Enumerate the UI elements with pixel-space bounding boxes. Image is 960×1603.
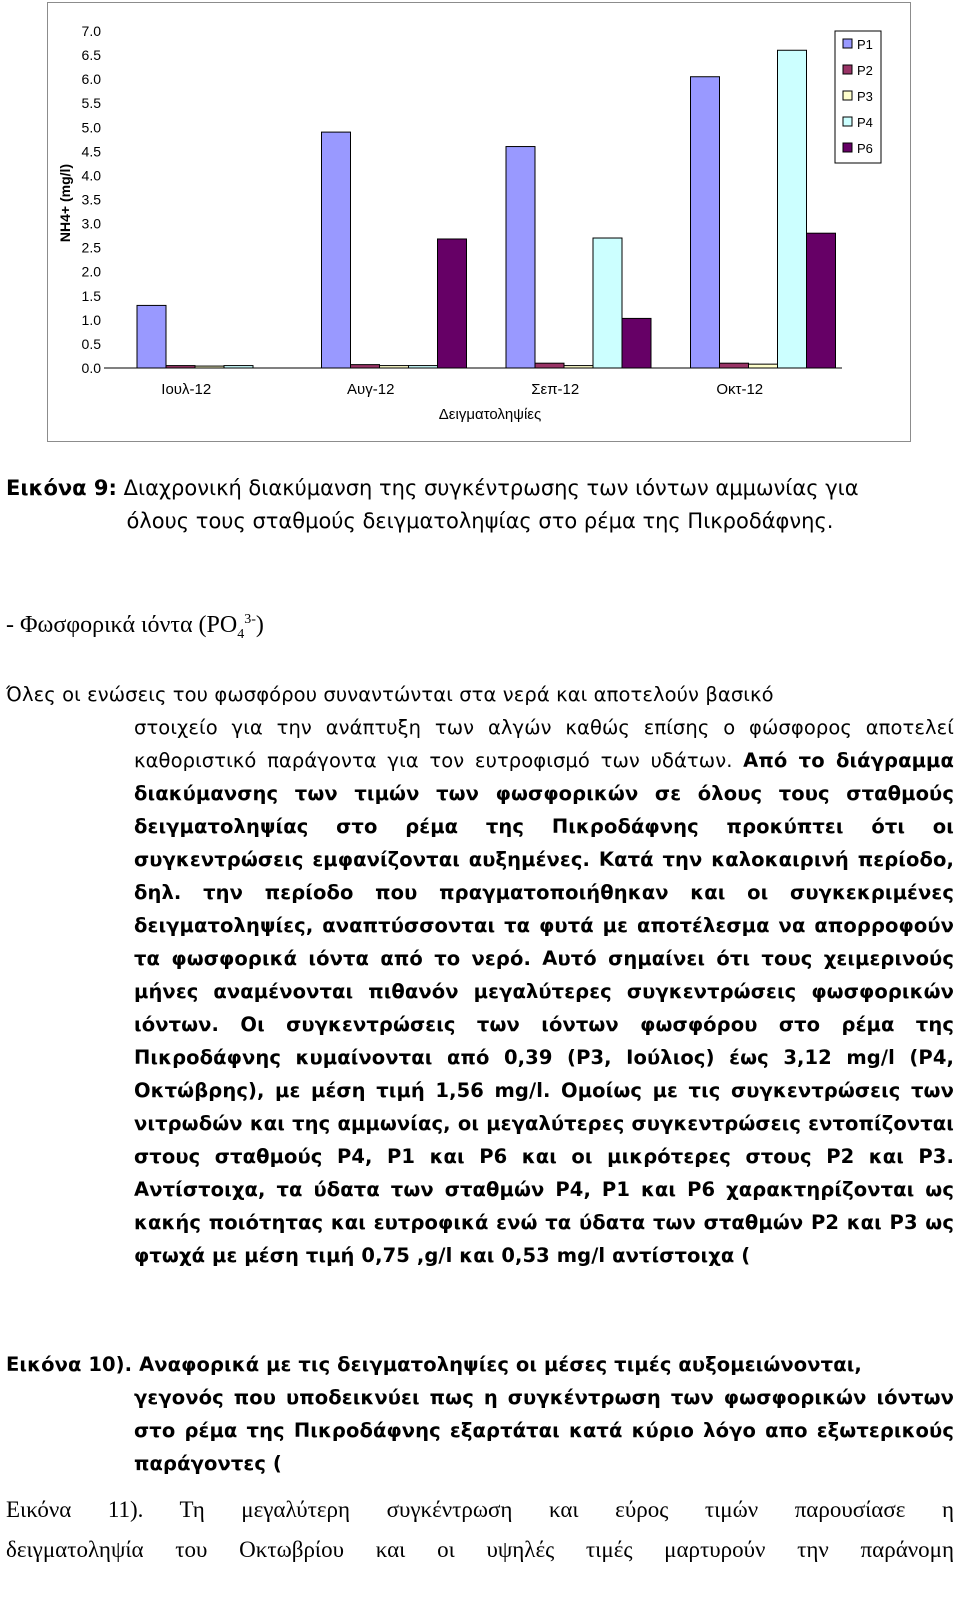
bar-p6-2 xyxy=(438,239,467,368)
caption-line2: όλους τους σταθμούς δειγματοληψίας στο ρέμα της Πικροδάφνης. xyxy=(126,509,834,533)
legend-swatch-p1 xyxy=(843,39,852,48)
y-tick-label: 1.5 xyxy=(81,287,101,304)
y-tick-label: 6.5 xyxy=(81,47,101,64)
section-heading xyxy=(6,612,264,643)
x-tick-label: Ιουλ-12 xyxy=(161,381,212,398)
paragraph2-text: γεγονός που υποδεικνύει πως η συγκέντρωση των φωσφορικών ιόντων στο ρέμα της Πικροδάφνης εξαρτάται κατά κύριο λόγο απο εξωτερικούς παράγοντες ( xyxy=(134,1386,954,1475)
y-tick-label: 0.5 xyxy=(81,335,101,352)
y-tick-label: 3.0 xyxy=(81,215,101,232)
bar-p1-4 xyxy=(691,77,720,368)
bar-p2-4 xyxy=(720,363,749,368)
y-tick-label: 7.0 xyxy=(81,23,101,39)
paragraph1-text: στοιχείο για την ανάπτυξη των αλγών καθώς επίσης ο φώσφορος αποτελεί καθοριστικό παράγοντα για τον ευτροφισμό των υδάτων. xyxy=(134,716,954,772)
y-tick-label: 5.5 xyxy=(81,95,101,112)
paragraph1-first-line: Όλες οι ενώσεις του φωσφόρου συναντώνται στα νερά και αποτελούν βασικό xyxy=(6,683,774,706)
bar-p2-2 xyxy=(351,365,380,368)
legend-label-p4: P4 xyxy=(857,115,873,130)
chart-container xyxy=(47,2,911,442)
paragraph3-line1: Εικόνα 11). Τη μεγαλύτερη συγκέντρωση και εύρος τιμών παρουσίασε η xyxy=(6,1497,954,1522)
heading-subscript: 4 xyxy=(237,626,245,642)
y-tick-label: 6.0 xyxy=(81,71,101,88)
paragraph3-line2: δειγματοληψία του Οκτωβρίου και οι υψηλές τιμές μαρτυρούν την παράνομη xyxy=(6,1537,954,1562)
y-tick-label: 2.5 xyxy=(81,239,101,256)
bar-p1-1 xyxy=(137,305,166,368)
legend-label-p1: P1 xyxy=(857,37,873,52)
bar-p3-4 xyxy=(749,364,778,368)
y-tick-label: 5.0 xyxy=(81,119,101,136)
phosphate-paragraph xyxy=(6,678,954,1272)
legend-swatch-p2 xyxy=(843,65,852,74)
legend-swatch-p3 xyxy=(843,91,852,100)
y-tick-label: 0.0 xyxy=(81,360,101,376)
y-tick-label: 2.0 xyxy=(81,263,101,280)
samplings-paragraph xyxy=(6,1348,954,1480)
paragraph1-bold-text: Από το διάγραμμα διακύμανσης των τιμών των φωσφορικών σε όλους τους σταθμούς δειγματοληψίας στο ρέμα της Πικροδάφνης προκύπτει ότι οι συγκεντρώσεις εμφανίζονται αυξημένες. Κατά την καλοκαιρινή περίοδο, δηλ. την περίοδο που πραγματοποιήθηκαν και οι συγκεκριμένες δειγματοληψίες, αναπτύσσονται τα φυτά με αποτέλεσμα να απορροφούν τα φωσφορικά ιόντα από το νερό. Αυτό σημαίνει ότι τους χειμερινούς μήνες αναμένονται πιθανόν μεγαλύτερες συγκεντρώσεις φωσφορικών ιόντων. Οι συγκεντρώσεις των ιόντων φωσφόρου στο ρέμα της Πικροδάφνης κυμαίνονται από 0,39 (P3, Ιούλιος) έως 3,12 mg/l (P4, Οκτώβρης), με μέση τιμή 1,56 mg/l. Ομοίως με τις συγκεντρώσεις των νιτρωδών και της αμμωνίας, οι μεγαλύτερες συγκεντρώσεις εντοπίζονται στους σταθμούς P4, P1 και P6 και οι μικρότερες στους P2 και P3. Αντίστοιχα, τα ύδατα των σταθμών P4, P1 και P6 χαρακτηρίζονται ως κακής ποιότητας και ευτροφικά ενώ τα ύδατα των σταθμών P2 και P3 ως φτωχά με μέση τιμή 0,75 ,g/l και 0,53 mg/l αντίστοιχα ( xyxy=(134,749,954,1267)
bar-p6-3 xyxy=(622,318,651,368)
bar-p6-4 xyxy=(807,233,836,368)
legend-label-p3: P3 xyxy=(857,89,873,104)
heading-superscript: 3- xyxy=(244,612,256,627)
paragraph2-first-line: Εικόνα 10). Αναφορικά με τις δειγματοληψίες οι μέσες τιμές αυξομειώνονται, xyxy=(6,1353,862,1376)
y-tick-label: 4.5 xyxy=(81,143,101,160)
y-tick-label: 4.0 xyxy=(81,167,101,184)
chart-legend xyxy=(835,31,881,163)
bar-p4-4 xyxy=(778,50,807,368)
y-tick-label: 3.5 xyxy=(81,191,101,208)
x-tick-label: Αυγ-12 xyxy=(347,381,395,398)
october-paragraph xyxy=(6,1490,954,1570)
bar-p1-3 xyxy=(506,147,535,368)
legend-label-p2: P2 xyxy=(857,63,873,78)
heading-prefix: - Φωσφορικά ιόντα (PO xyxy=(6,612,238,638)
x-axis-title: Δειγματοληψίες xyxy=(438,406,542,423)
bar-p2-3 xyxy=(535,363,564,368)
x-tick-label: Οκτ-12 xyxy=(716,381,764,398)
y-tick-label: 1.0 xyxy=(81,311,101,328)
legend-swatch-p4 xyxy=(843,117,852,126)
bar-p4-3 xyxy=(593,238,622,368)
legend-label-p6: P6 xyxy=(857,141,873,156)
caption-line1: Διαχρονική διακύμανση της συγκέντρωσης των ιόντων αμμωνίας για xyxy=(116,476,859,500)
caption-label: Εικόνα 9: xyxy=(6,476,117,500)
legend-swatch-p6 xyxy=(843,143,852,152)
figure-caption xyxy=(0,472,960,538)
y-axis-title: NH4+ (mg/l) xyxy=(57,163,73,243)
ammonia-bar-chart xyxy=(48,3,912,443)
bar-p1-2 xyxy=(322,132,351,368)
heading-suffix: ) xyxy=(255,612,264,638)
x-tick-label: Σεπ-12 xyxy=(531,381,580,398)
